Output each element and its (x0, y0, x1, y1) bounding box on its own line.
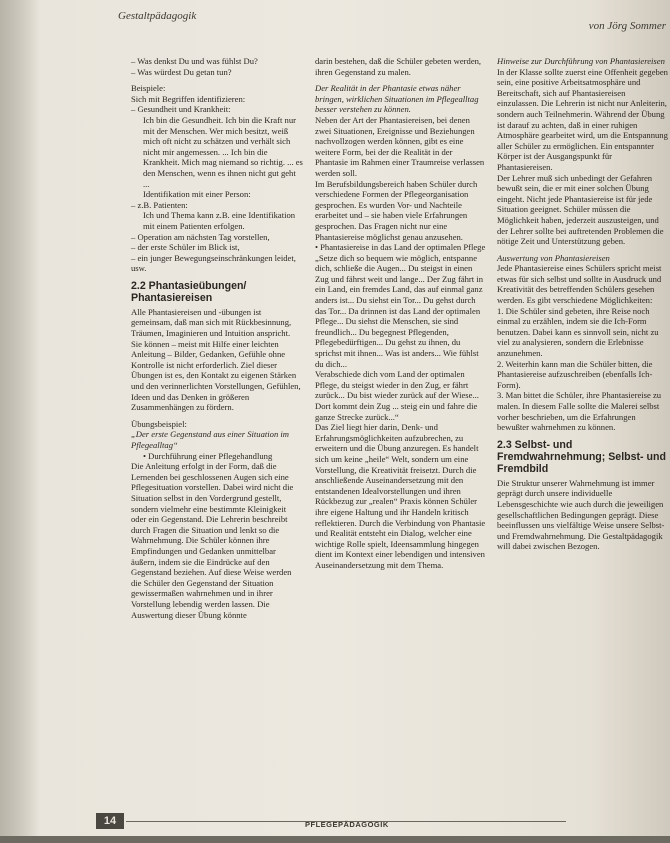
col2-paragraph: „Setze dich so bequem wie möglich, entspanne dich, schließe die Augen... Du steigst in einen Zug und fährst weit und lange... Der Zug fährt in ein Land, ein fremdes Land, das auf einmal ganz anders ist... Du siehst ein Tor... Du gehst durch das Tor... Da drinnen ist das Land der optimalen Pflege... Du siehst die Menschen, sie sind freundlich... Du begegnest Pflegenden, Pflegebedürftigen... Du gehst zu ihnen, du sprichst mit ihnen... Was ist anders... Wie fühlst du dich... (315, 252, 484, 369)
col1-paragraph: Alle Phantasiereisen und -übungen ist gemeinsam, daß man sich mit Rückbesinnung, Träumen, Imaginieren und Intuition anspricht. Sie können – meist mit Hilfe einer leichten Anleitung – Bilder, Gedanken, Gefühle ohne Kontrolle ist nicht erforderlich. Ziel dieser Übungen ist es, den Kontakt zu eigenen Stärken und den verinnerlichten Vorstellungen, Gefühlen, Ideen und das Denken in größeren Zusammenhängen zu fördern. (131, 306, 301, 413)
running-header-right: von Jörg Sommer (588, 20, 666, 32)
col3-paragraph: Jede Phantasiereise eines Schülers spricht meist etwas für sich selbst und sollte in Ausdruck und Kreativität des betreffenden Schülers gesehen werden. Es gibt verschiedene Möglichkeiten: (497, 263, 662, 306)
column-2 (315, 56, 487, 571)
section-heading-2-3: 2.3 Selbst- und Fremdwahrnehmung; Selbst- und Fremdbild (497, 438, 666, 475)
col1-line: • Durchführung einer Pflegehandlung (143, 450, 273, 461)
col1-line: – der erste Schüler im Blick ist, (131, 242, 240, 253)
col2-subheading: Der Realität in der Phantasie etwas näher bringen, wirklichen Situationen im Pflegealltag besser verstehen zu können. (315, 83, 479, 115)
journal-brand: PFLEGEPÄDAGOGIK (305, 820, 389, 829)
col1-line: Sich mit Begriffen identifizieren: (131, 93, 246, 104)
col2-paragraph: Das Ziel liegt hier darin, Denk- und Erfahrungsmöglichkeiten aufzubrechen, zu erweitern und die Übung anzuregen. Es handelt sich um keine „heile“ Welt, sondern um eine Vorstellung, die Kreativität freisetzt. Durch die anschließende Auseinandersetzung mit den entstandenen Idealvorstellungen und ihren Rückbezug zur „realen“ Praxis können Schüler ihre eigene Haltung und ihr Handeln kritisch reflektieren. Durch die Verbindung von Phantasie und Realität entsteht ein Dialog, welcher eine wichtige Rolle spielt, Ideensammlung hingegen dient im Kontext einer lebendigen und intensiven Auseinandersetzung mit dem Thema. (315, 422, 486, 570)
col1-example-title: „Der erste Gegenstand aus einer Situation im Pflegealltag“ (131, 429, 290, 450)
col1-paragraph: Die Anleitung erfolgt in der Form, daß die Lernenden bei geschlossenen Augen sich eine Pflegesituation vorstellen. Dabei wird nicht die Situation selbst in den Vordergrund gestellt, sondern vielmehr eine bestimmte Kleinigkeit oder ein Gegenstand. Die Lehrerin beschreibt durch Fragen die Situation und lenkt so die Wahrnehmung. Die Schüler können ihre Empfindungen und Gedanken unmittelbar äußern, indem sie die Eindrücke auf den Gegenstand beziehen. Auf diese Weise werden die Schüler den Gegenstand der Situation gewissermaßen wahrnehmen und in ihrer Vorstellung lebendig werden lassen. Die Auswertung dieser Übung könnte (131, 461, 294, 620)
col3-list-item: 2. Weiterhin kann man die Schüler bitten, die Phantasiereise aufzuschreiben (ebenfalls Ich-Form). (497, 358, 653, 390)
col2-bullet: • Phantasiereise in das Land der optimalen Pflege (315, 242, 486, 253)
col2-paragraph: Verabschiede dich vom Land der optimalen Pflege, du steigst wieder in den Zug, er fährt zurück... Du bist wieder zurück auf der Wiese... Dort kommt dein Zug ... steig ein und fahre die ganze Strecke zurück...“ (315, 369, 479, 422)
col1-line: Übungsbeispiel: (131, 418, 187, 429)
page-number: 14 (96, 813, 124, 829)
col1-line: – ein junger Bewegungseinschränkungen leidet, usw. (131, 252, 296, 274)
col1-line: Identifikation mit einer Person: (143, 189, 251, 200)
col3-subheading: Hinweise zur Durchführung von Phantasiereisen (497, 56, 665, 66)
col1-line: – Was würdest Du getan tun? (131, 66, 232, 77)
col1-paragraph: Ich bin die Gesundheit. Ich bin die Kraft nur mit der Menschen. Wer mich besitzt, weiß mich oft nicht zu schätzen und verhält sich nicht mir angemessen. ... Ich bin die Krankheit. Mich mag niemand so richtig. ... es den Menschen, wenn es ihnen nicht gut geht ... (143, 114, 303, 189)
column-3 (497, 56, 669, 552)
column-1 (131, 56, 303, 620)
col2-paragraph: darin bestehen, daß die Schüler gebeten werden, ihren Gegenstand zu malen. (315, 56, 482, 77)
col3-list-item: 1. Die Schüler sind gebeten, ihre Reise noch einmal zu erzählen, indem sie die Ich-Form benutzen. Dabei kann es sinnvoll sein, nicht zu viel zu analysieren, sondern die Erlebnisse anzunehmen. (497, 305, 659, 359)
section-heading-2-2: 2.2 Phantasieübungen/ Phantasiereisen (131, 279, 247, 304)
col1-paragraph: Ich und Thema kann z.B. eine Identifikation mit einem Patienten erfolgen. (143, 210, 296, 231)
col1-line: – Operation am nächsten Tag vorstellen, (131, 231, 270, 242)
col3-subheading: Auswertung von Phantasiereisen (497, 252, 610, 263)
col2-paragraph: Im Berufsbildungsbereich haben Schüler durch verschiedene Formen der Pflegeorganisation gesprochen. Es wurden Vor- und Nachteile erarbeitet und – sie haben viele Erfahrungen gesprochen. Das Fragen nicht nur eine Phantasiereise möglichst genau anzusehen. (315, 178, 478, 242)
col3-paragraph: In der Klasse sollte zuerst eine Offenheit gegeben sein, eine positive Arbeitsatmosphäre und Bereitschaft, sich auf Phantasiereisen einzulassen. Die Lehrerin ist nicht nur Anleiterin, sondern auch Teilnehmerin. Während der Übung ist darauf zu achten, daß in einer ruhigen Atmosphäre gearbeitet wird, um die Entspannung aller Schüler zu ermöglichen. Ein entspannter Körper ist der Ausgangspunkt für Phantasiereisen. (497, 66, 668, 172)
col3-paragraph: Der Lehrer muß sich unbedingt der Gefahren bewußt sein, die er mit einer solchen Übung eingeht. Nicht jede Phantasiereise ist für jede Situation geeignet. Schüler müssen die Möglichkeit haben, jederzeit auszusteigen, und der Lehrer sollte bei auftretenden Problemen die nötige Zeit und Unterstützung geben. (497, 172, 664, 247)
col1-line: – z.B. Patienten: (131, 199, 188, 210)
col1-line: Beispiele: (131, 83, 166, 94)
running-header-left: Gestaltpädagogik (118, 10, 197, 22)
page-gutter-shadow (0, 0, 40, 843)
col3-paragraph: Die Struktur unserer Wahrnehmung ist immer geprägt durch unsere individuelle Lebensgeschichte wie auch durch die jeweiligen gesellschaftlichen Bedingungen geprägt. Diese beeinflussen uns vielfältige Weise unsere Selbst- und Fremdwahrnehmung. Die Gestaltpädagogik will dabei zwischen Bezogen. (497, 477, 665, 552)
col3-list-item: 3. Man bittet die Schüler, ihre Phantasiereise zu malen. In diesem Falle sollte die Malerei selbst vorher beschrieben, um die Erfahrungen bewußter wahrnehmen zu können. (497, 390, 662, 433)
col1-line: – Was denkst Du und was fühlst Du? (131, 56, 258, 66)
scan-bottom-edge (0, 836, 670, 843)
col1-line: – Gesundheit und Krankheit: (131, 104, 231, 115)
col2-paragraph: Neben der Art der Phantasiereisen, bei denen zwei Situationen, Ereignisse und Beziehungen nachvollzogen werden können, gibt es eine weitere Form, bei der die Realität in der Phantasie im Rahmen einer Traumreise verlassen werden soll. (315, 114, 485, 178)
